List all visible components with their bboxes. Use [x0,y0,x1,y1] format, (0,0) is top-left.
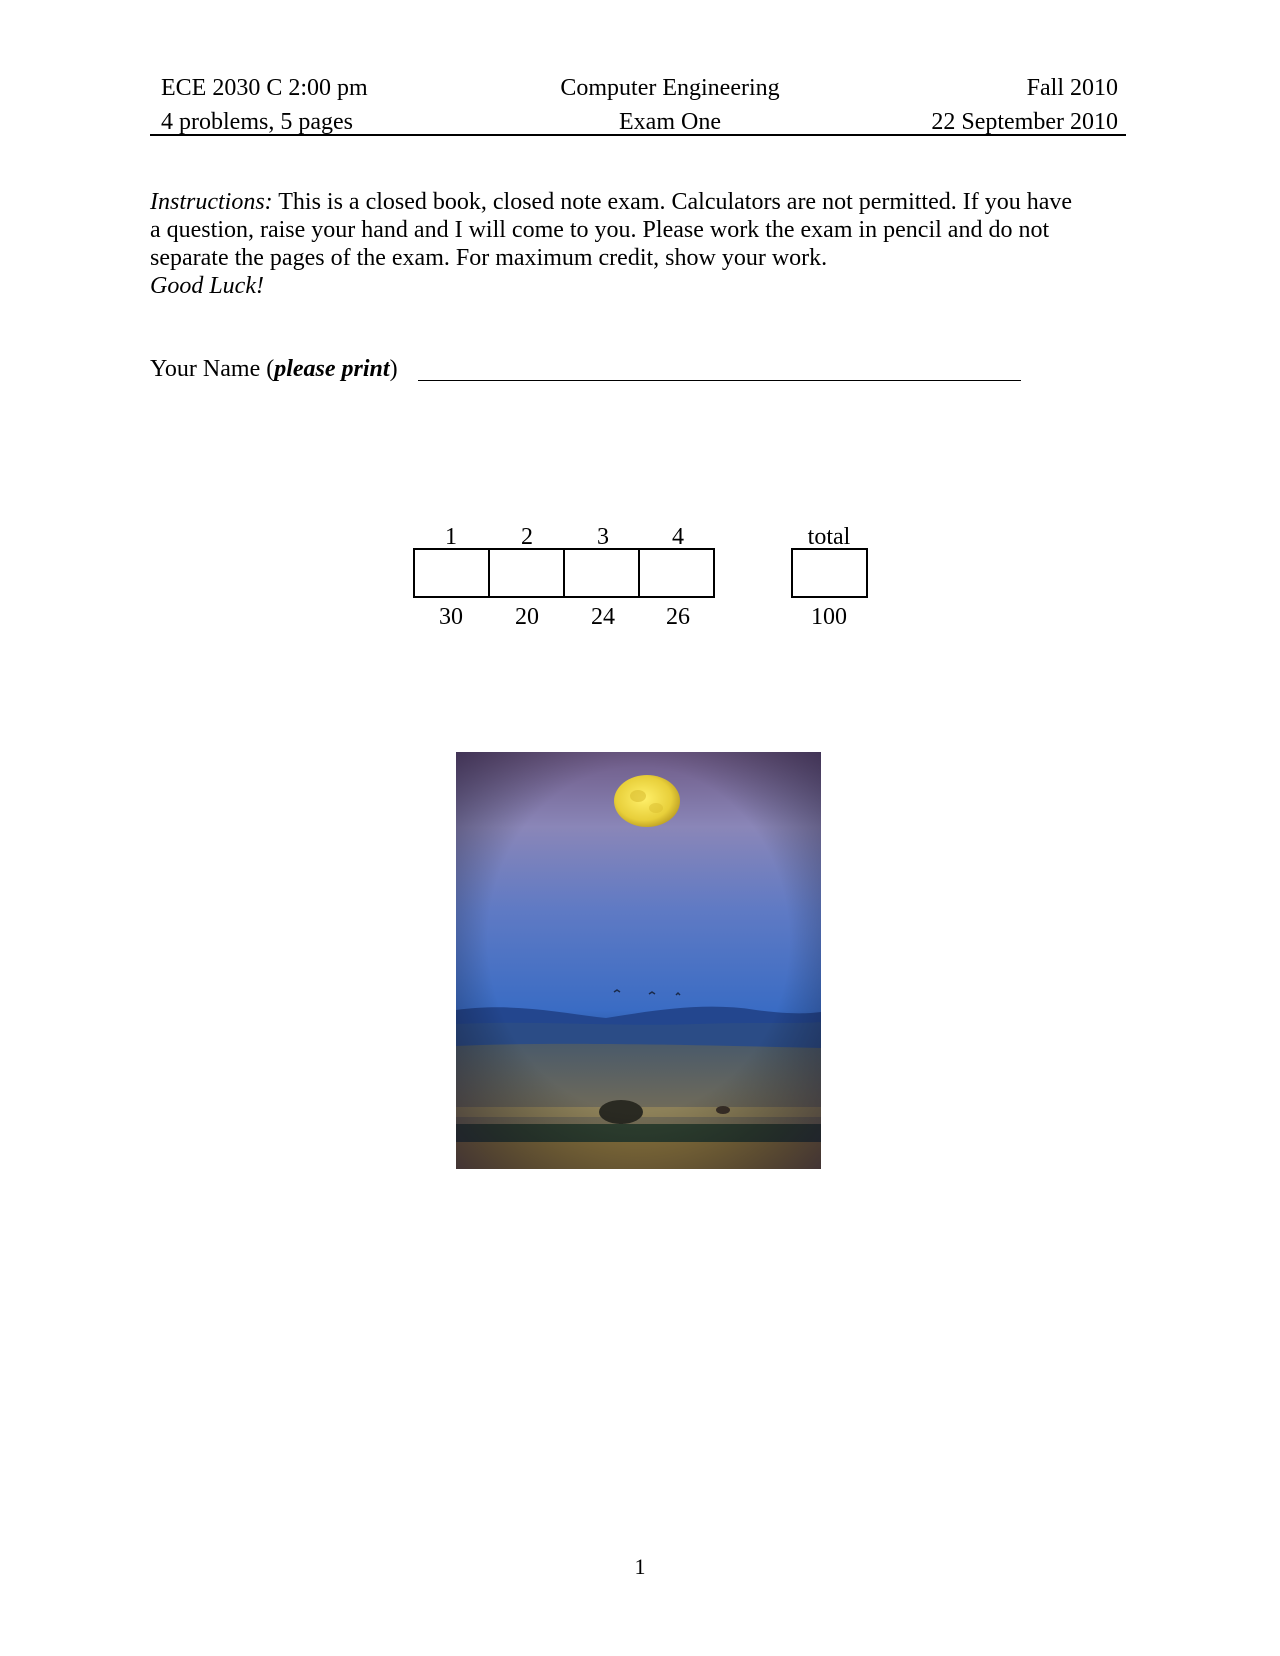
problem-2-label: 2 [521,524,533,550]
problem-4-label: 4 [672,524,684,550]
problem-1-points: 30 [439,604,463,630]
problem-1-score-box[interactable] [413,548,490,598]
name-input-line[interactable] [418,380,1021,381]
problem-3-score-box[interactable] [563,548,640,598]
instructions-line-3: separate the pages of the exam. For maximum credit, show your work. [150,245,828,271]
problems-pages-count: 4 problems, 5 pages [161,109,353,135]
name-emphasis: please print [274,356,390,382]
instructions-line-2: a question, raise your hand and I will come to you. Please work the exam in pencil and do not [150,217,1050,243]
total-points: 100 [811,604,847,630]
good-luck: Good Luck! [150,273,264,299]
course-code: ECE 2030 C 2:00 pm [161,75,368,101]
moonrise-landscape-image [456,752,821,1169]
exam-title: Exam One [619,109,721,135]
name-suffix: ) [389,356,398,382]
header-rule [150,134,1126,136]
page-number: 1 [634,1554,646,1579]
instructions-line-1 [150,188,1130,216]
course-subject: Computer Engineering [560,75,780,101]
problem-3-points: 24 [591,604,615,630]
instructions-label: Instructions: [150,189,273,215]
instructions-text-1: This is a closed book, closed note exam. Calculators are not permitted. If you have [272,189,1073,215]
problem-1-label: 1 [445,524,457,550]
name-prefix: Your Name ( [150,356,275,382]
landscape-illustration [456,752,821,1169]
exam-date: 22 September 2010 [931,109,1118,135]
problem-4-points: 26 [666,604,690,630]
problem-2-points: 20 [515,604,539,630]
problem-4-score-box[interactable] [638,548,715,598]
total-label: total [807,524,851,550]
instructions-block [150,188,1130,300]
problem-2-score-box[interactable] [488,548,565,598]
name-field-label [150,355,398,383]
problem-3-label: 3 [597,524,609,550]
exam-term: Fall 2010 [1026,75,1118,101]
total-score-box[interactable] [791,548,868,598]
